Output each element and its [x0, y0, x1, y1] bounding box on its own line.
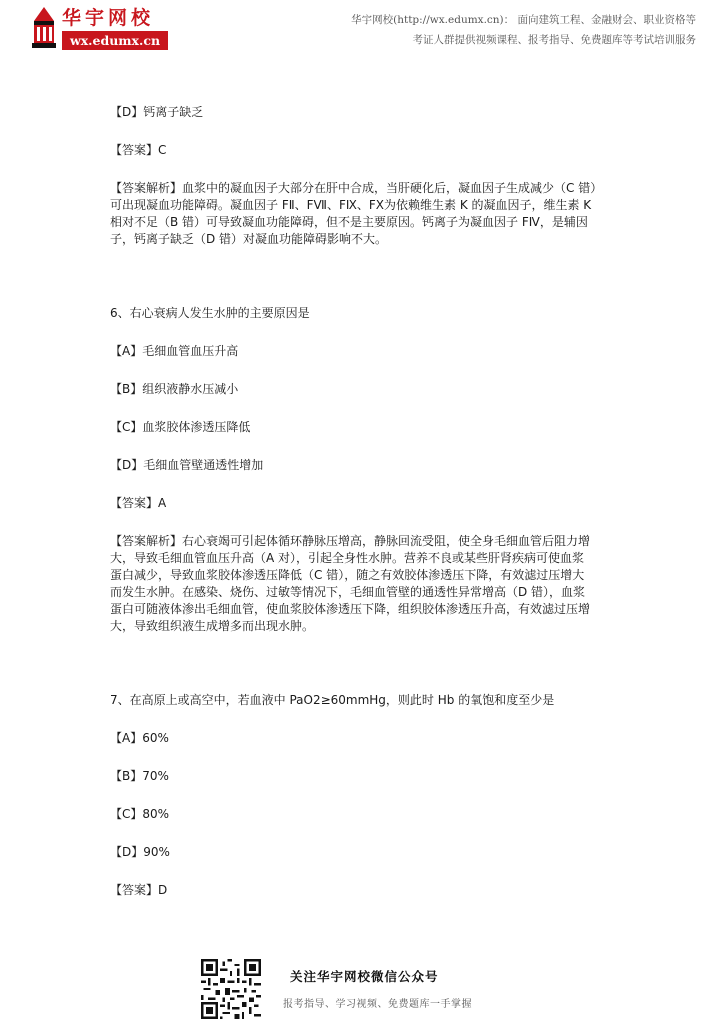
q6-question: 6、右心衰病人发生水肿的主要原因是: [110, 306, 310, 320]
q7-option-b: 【B】70%: [110, 769, 169, 783]
q5-option-d: 【D】钙离子缺乏: [110, 105, 204, 119]
pencil-logo-icon: [28, 7, 60, 49]
header-description: [351, 10, 696, 50]
q6-analysis-line: 【答案解析】右心衰竭可引起体循环静脉压增高，静脉回流受阻，使全身毛细血管后阻力增: [110, 534, 591, 548]
q6-analysis: [110, 533, 618, 635]
q6-answer: 【答案】A: [110, 496, 167, 510]
q6-option-b: 【B】组织液静水压减小: [110, 382, 239, 396]
footer-subtitle: 报考指导、学习视频、免费题库一手掌握: [283, 999, 472, 1010]
q6-option-a: 【A】毛细血管血压升高: [110, 344, 239, 358]
q7-option-a: 【A】60%: [110, 731, 169, 745]
q5-analysis: [110, 180, 618, 248]
page-footer: [0, 955, 724, 1024]
q7-question: 7、在高原上或高空中，若血液中 PaO2≥60mmHg，则此时 Hb 的氧饱和度至少是: [110, 693, 555, 707]
logo-chinese-name: 华宇网校: [62, 7, 155, 29]
q6-option-d: 【D】毛细血管壁通透性增加: [110, 458, 264, 472]
header-line-2: 考证人群提供视频课程、报考指导、免费题库等考试培训服务: [412, 34, 696, 46]
wechat-qr-code-icon[interactable]: [201, 959, 261, 1019]
logo-url: wx.edumx.cn: [62, 31, 168, 50]
header-line-1: 华宇网校(http://wx.edumx.cn)： 面向建筑工程、金融财会、职业资格等: [351, 14, 696, 26]
q5-answer: 【答案】C: [110, 143, 167, 157]
q6-analysis-line: 而发生水肿。在感染、烧伤、过敏等情况下，毛细血管壁的通透性异常增高（D 错），血浆: [110, 585, 586, 599]
q6-analysis-line: 大，导致组织液生成增多而出现水肿。: [110, 619, 315, 633]
document-content: [110, 104, 618, 899]
q6-option-c: 【C】血浆胶体渗透压降低: [110, 420, 251, 434]
page-header: [0, 0, 724, 60]
site-logo[interactable]: [28, 5, 170, 51]
q5-analysis-line: 相对不足（B 错）可导致凝血功能障碍，但不是主要原因。钙离子为凝血因子 FⅣ，是辅因: [110, 215, 588, 229]
q7-option-c: 【C】80%: [110, 807, 170, 821]
q5-analysis-line: 子，钙离子缺乏（D 错）对凝血功能障碍影响不大。: [110, 232, 388, 246]
q5-analysis-line: 【答案解析】血浆中的凝血因子大部分在肝中合成，当肝硬化后，凝血因子生成减少（C 错）: [110, 181, 603, 195]
q6-analysis-line: 蛋白减少，导致血浆胶体渗透压降低（C 错），随之有效胶体渗透压下降，有效滤过压增大: [110, 568, 585, 582]
q6-analysis-line: 大，导致毛细血管血压升高（A 对），引起全身性水肿。营养不良或某些肝肾疾病可使血浆: [110, 551, 585, 565]
q7-option-d: 【D】90%: [110, 845, 170, 859]
q5-analysis-line: 可出现凝血功能障碍。凝血因子 FⅡ、FⅦ、FⅨ、FⅩ为依赖维生素 K 的凝血因子，维生素 K: [110, 198, 592, 212]
footer-title: 关注华宇网校微信公众号: [290, 969, 439, 984]
q7-answer: 【答案】D: [110, 883, 168, 897]
q6-analysis-line: 蛋白可随液体渗出毛细血管，使血浆胶体渗透压下降，组织胶体渗透压升高，有效滤过压增: [110, 602, 591, 616]
